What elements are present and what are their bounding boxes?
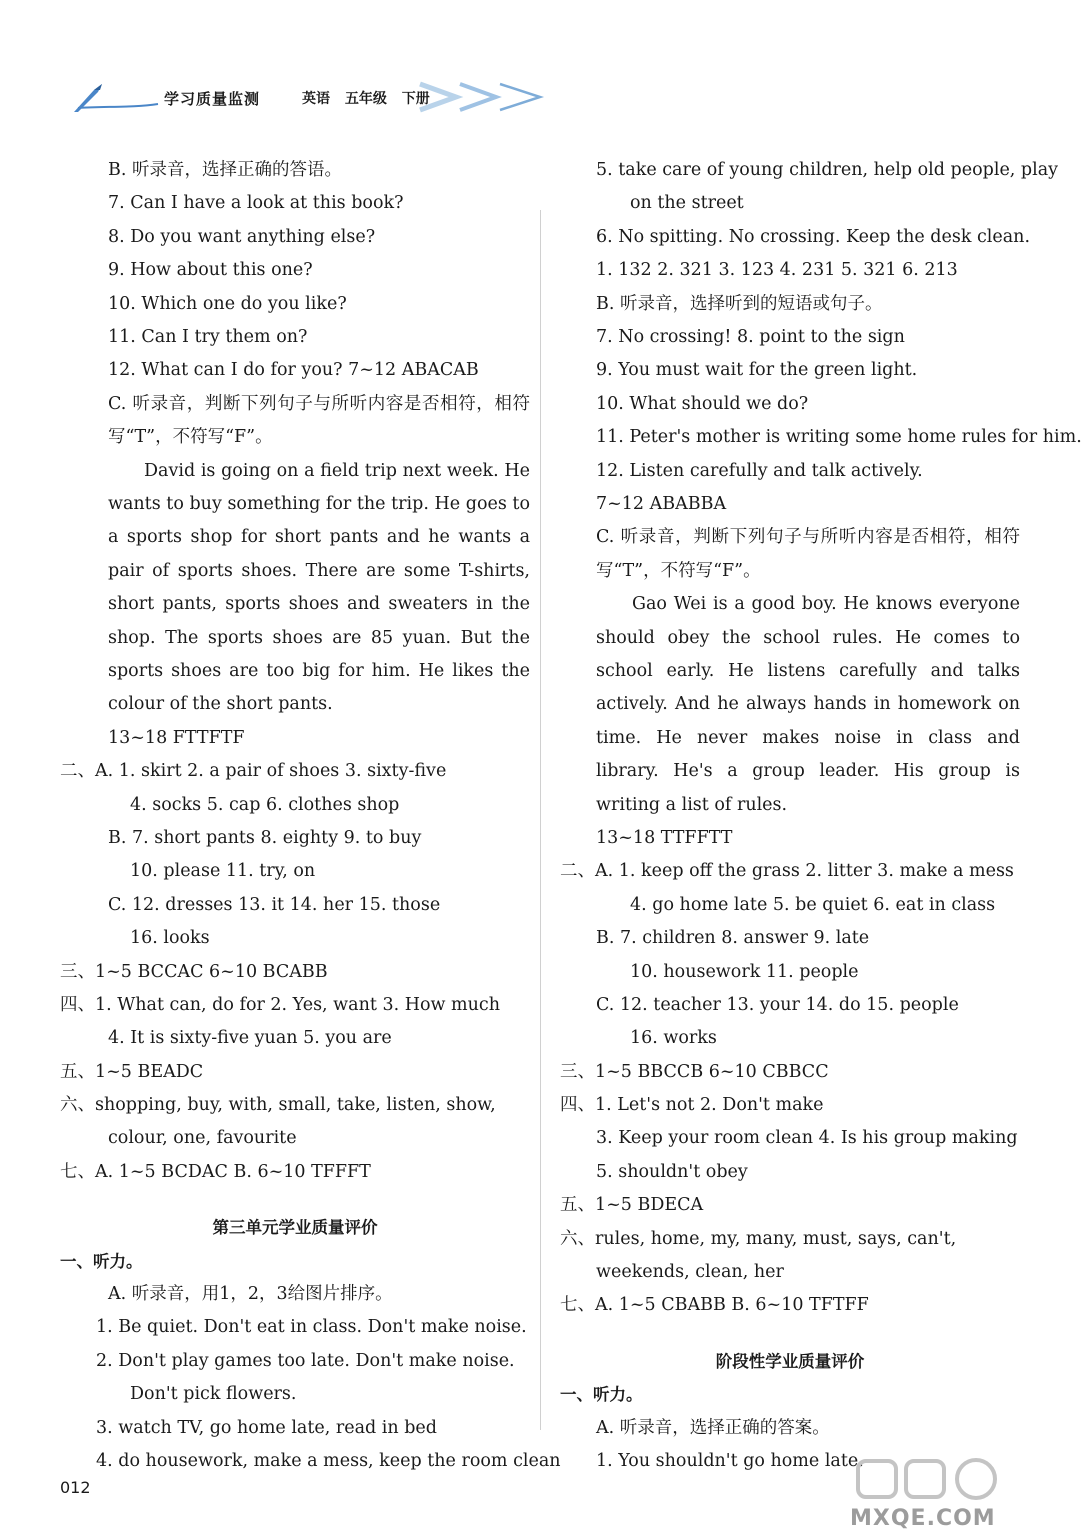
answer-line: 三、1~5 BBCCB 6~10 CBBCC (560, 1061, 829, 1082)
header-title: 学习质量监测 (164, 90, 261, 108)
answer-line: B. 7. children 8. answer 9. late (596, 928, 870, 949)
answer-line: 16. looks (130, 928, 210, 949)
answer-line: colour, one, favourite (108, 1128, 297, 1149)
answer-line: 六、rules, home, my, many, must, says, can't, (560, 1228, 957, 1249)
watermark-text: MXQE.COM (850, 1506, 996, 1531)
listening-passage: Gao Wei is a good boy. He knows everyone should obey the school rules. He comes to school early. He listens carefully and talks actively. And he always hands in homework on time. He never makes noise in class and library. He's a group leader. His group is writing a list of rules. (596, 594, 1020, 815)
section-title: 第三单元学业质量评价 (212, 1218, 378, 1238)
answer-line: A. 听录音，选择正确的答案。 (596, 1417, 830, 1438)
answer-line: 11. Can I try them on? (108, 326, 308, 347)
answer-line: 1. Be quiet. Don't eat in class. Don't make noise. (96, 1317, 527, 1338)
answer-line: 8. Do you want anything else? (108, 226, 376, 247)
answer-line: B. 听录音，选择正确的答语。 (108, 160, 342, 180)
answer-line: 13~18 TTFFTT (596, 827, 733, 848)
section-heading: 一、听力。 (60, 1251, 143, 1271)
answer-line: on the street (630, 193, 744, 214)
chevron-decoration-icon (416, 80, 546, 114)
pen-icon (72, 78, 162, 116)
section-heading: 一、听力。 (560, 1385, 643, 1405)
answer-line: 2. Don't play games too late. Don't make noise. (96, 1350, 515, 1371)
watermark (838, 1455, 1018, 1533)
answer-line: 10. Which one do you like? (108, 293, 347, 314)
instruction-text: C. 听录音，判断下列句子与所听内容是否相符，相符写“T”，不符写“F”。 (108, 393, 530, 448)
listening-passage: David is going on a field trip next week. He wants to buy something for the trip. He goes to a sports shop for short pants and he wants a pair of sports shoes. There are some T-shirts, short pants, sports shoes and sweaters in the shop. The sports shoes are 85 yuan. But the sports shoes are too big for him. He likes the colour of the short pants. (108, 460, 530, 715)
header-meta: 英语 五年级 下册 (302, 91, 430, 107)
answer-line: 16. works (630, 1028, 717, 1049)
answer-line: 5. take care of young children, help old people, play (596, 160, 1059, 180)
answer-line: 9. How about this one? (108, 260, 313, 281)
answer-line: 4. go home late 5. be quiet 6. eat in class (630, 894, 996, 915)
answer-line: 三、1~5 BCCAC 6~10 BCABB (60, 961, 328, 982)
answer-line: 7. Can I have a look at this book? (108, 193, 404, 214)
answer-line: 7~12 ABABBA (596, 493, 727, 514)
page-header (60, 72, 500, 118)
section-title: 阶段性学业质量评价 (715, 1351, 865, 1371)
answer-line: 二、A. 1. skirt 2. a pair of shoes 3. sixty-five (60, 761, 447, 782)
answer-line: A. 听录音，用1，2，3给图片排序。 (108, 1284, 393, 1305)
answer-line: 10. please 11. try, on (130, 861, 316, 882)
answer-line: 五、1~5 BDECA (560, 1195, 704, 1216)
answer-line: weekends, clean, her (596, 1262, 784, 1283)
left-column (60, 154, 561, 1478)
answer-line: Don't pick flowers. (130, 1384, 297, 1405)
answer-line: 4. It is sixty-five yuan 5. you are (108, 1028, 392, 1049)
answer-line: B. 7. short pants 8. eighty 9. to buy (108, 827, 422, 848)
answer-line: 1. You shouldn't go home late. (596, 1450, 864, 1471)
answer-line: 10. What should we do? (596, 393, 809, 414)
right-column (560, 154, 1082, 1478)
answer-line: 10. housework 11. people (630, 961, 859, 982)
answer-line: 13~18 FTTFTF (108, 727, 245, 748)
answer-line: 12. Listen carefully and talk actively. (596, 460, 923, 481)
answer-line: 4. do housework, make a mess, keep the room clean (96, 1451, 561, 1471)
answer-line: 9. You must wait for the green light. (596, 360, 918, 381)
answer-line: C. 12. dresses 13. it 14. her 15. those (108, 894, 441, 915)
column-divider (540, 210, 541, 1430)
answer-line: 11. Peter's mother is writing some home rules for him. (596, 427, 1082, 448)
answer-line: 六、shopping, buy, with, small, take, listen, show, (60, 1095, 496, 1116)
answer-line: 七、A. 1~5 BCDAC B. 6~10 TFFFT (60, 1161, 371, 1182)
answer-line: 四、1. Let's not 2. Don't make (560, 1095, 824, 1116)
answer-line: 3. watch TV, go home late, read in bed (96, 1417, 437, 1438)
answer-line: 五、1~5 BEADC (60, 1061, 204, 1082)
watermark-logo-icon (838, 1455, 1018, 1505)
instruction-text: C. 听录音，判断下列句子与所听内容是否相符，相符写“T”，不符写“F”。 (596, 527, 1020, 581)
answer-line: 7. No crossing! 8. point to the sign (596, 326, 905, 347)
answer-line: 四、1. What can, do for 2. Yes, want 3. How much (60, 994, 500, 1015)
answer-line: C. 12. teacher 13. your 14. do 15. people (596, 994, 959, 1015)
answer-line: 1. 132 2. 321 3. 123 4. 231 5. 321 6. 213 (596, 260, 958, 281)
answer-line: 二、A. 1. keep off the grass 2. litter 3. make a mess (560, 861, 1014, 882)
answer-line: B. 听录音，选择听到的短语或句子。 (596, 293, 883, 314)
answer-line: 12. What can I do for you? 7~12 ABACAB (108, 360, 479, 381)
page-number: 012 (60, 1478, 91, 1497)
answer-line: 4. socks 5. cap 6. clothes shop (130, 794, 400, 815)
answer-line: 七、A. 1~5 CBABB B. 6~10 TFTFF (560, 1295, 869, 1316)
answer-line: 5. shouldn't obey (596, 1161, 748, 1182)
answer-line: 3. Keep your room clean 4. Is his group making (596, 1128, 1018, 1149)
answer-line: 6. No spitting. No crossing. Keep the desk clean. (596, 226, 1031, 247)
